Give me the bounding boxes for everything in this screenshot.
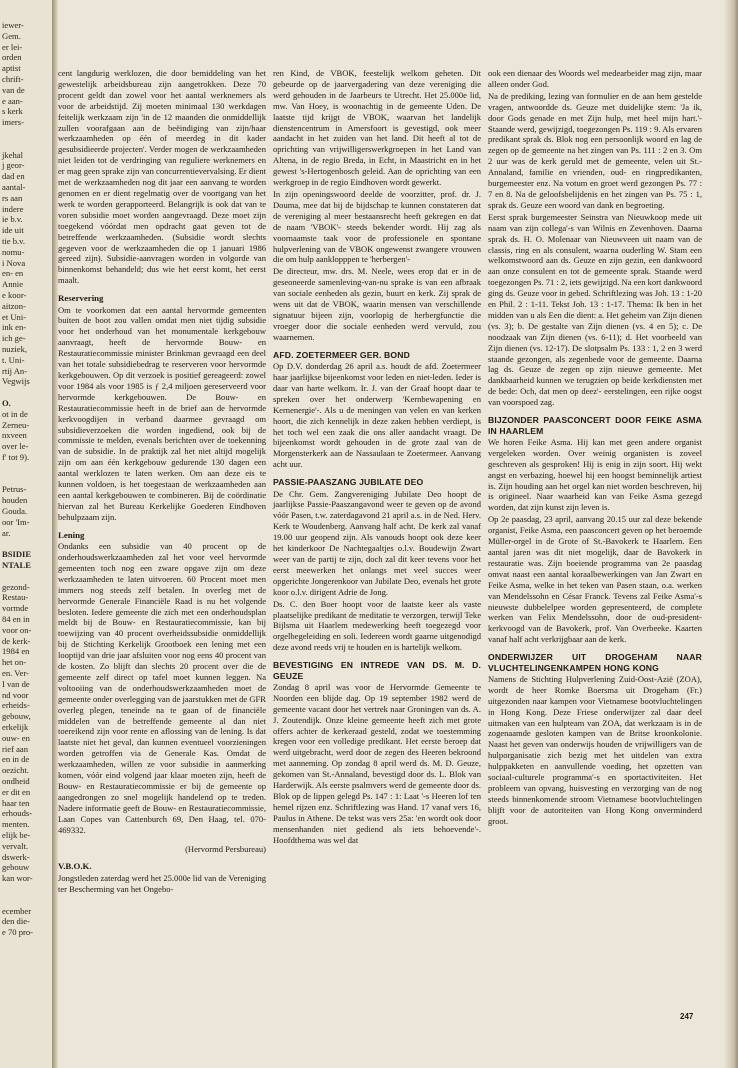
article-paragraph: ook een dienaar des Woords wel medearbeider mag zijn, maar alleen onder God.: [488, 68, 702, 89]
previous-page-fragment: orden: [2, 52, 22, 63]
previous-page-fragment: Gouda.: [2, 506, 28, 516]
article-paragraph: cent langdurig werklozen, die door bemiddeling van het gewestelijk arbeidsbureau zijn aangetrokken. Deze 70 procent geldt dan zowel voor het aantal werknemers als voor de arbeidstijd. Zij moeten minimaal 130 werkdagen feitelijk werkzaam zijn 'in de 12 maanden die onmiddellijk zullen voorafgaan aan de beëindiging van zijn/haar werkzaamheden op één of meerdeg in dit kader gesubsidieerde projecten'. Verder mogen de werkzaamheden niet leiden tot de verdringing van reguliere werknemers en er mag geen sprake zijn van concurrentievervalsing. Er dient met de werkzaamheden nog dit jaar een aanvang te worden genomen en er dient regelmatig over de voortgang van het werk te worden gerapporteerd. Belangrijk is ook dat van te voren subsidie moet worden aangevraagd. Deze moet zijn toegekend vóórdat men opdracht gaat geven tot de betreffende werkzaamheden. (Subsidie wordt slechts gegeven voor de werkzaamheden die op 1 januari 1986 gereed zijn). Subsidie-aanvragen worden in volgorde van binnenkomst behandeld; dus wie het eerst komt, het eerst maalt.: [58, 68, 266, 286]
previous-page-fragment: rtij An-: [2, 365, 28, 376]
previous-page-strip: [0, 0, 54, 1068]
previous-page-fragment: Annie: [2, 279, 24, 290]
previous-page-fragment: oezicht.: [2, 765, 29, 776]
article-heading: PASSIE-PAASZANG JUBILATE DEO: [273, 477, 424, 488]
previous-page-fragment: kan wor-: [2, 873, 33, 884]
previous-page-fragment: er dit en: [2, 786, 31, 797]
previous-page-fragment: chrift-: [2, 74, 24, 84]
previous-page-fragment: ie b.v.: [2, 214, 23, 225]
previous-page-fragment: en- en: [2, 268, 24, 279]
previous-page-fragment: over le-: [2, 441, 29, 452]
column-2: [273, 68, 481, 847]
article-heading: AFD. ZOETERMEER GER. BOND: [273, 349, 410, 360]
article-paragraph: De directeur, mw. drs. M. Neele, wees erop dat er in de geseoneerde samenleving-van-nu sprake is van een afbraak van sociale eenheden als gezin, buurt en kerk. Zij sprak de wens uit dat de VBOK, waarin mensen van verschillende signatuur bijeen zijn, voorlopig de herbergfunctie die vroeger door die sociale eenheden werd vervuld, zou waarnemen.: [273, 266, 481, 342]
previous-page-fragment: imers-: [2, 117, 24, 128]
previous-page-fragment: voor on-: [2, 624, 32, 635]
previous-page-fragment: houden: [2, 495, 28, 506]
previous-page-fragment: t. Uni-: [2, 354, 25, 365]
previous-page-fragment: nomu-: [2, 246, 25, 257]
previous-page-fragment: nuziek,: [2, 344, 28, 354]
previous-page-fragment: aitzon-: [2, 300, 26, 311]
previous-page-fragment: ar.: [2, 527, 11, 538]
previous-page-fragment: ondheid: [2, 776, 30, 786]
previous-page-fragment: 84 en in: [2, 614, 30, 624]
previous-page-fragment: de kerk-: [2, 635, 31, 646]
previous-page-fragment: et Uni-: [2, 311, 27, 322]
previous-page-fragment: NTALE: [2, 560, 31, 570]
article-paragraph: Jongstleden zaterdag werd het 25.000e lid van de Vereniging ter Bescherming van het Ongebo-: [58, 872, 266, 894]
previous-page-fragment: ide uit: [2, 225, 24, 236]
article-heading: BEVESTIGING EN INTREDE VAN DS. M. D. GEUZE: [273, 660, 481, 681]
previous-page-fragment: er lei-: [2, 41, 23, 52]
previous-page-fragment: Gem.: [2, 30, 21, 41]
previous-page-fragment: rief aan: [2, 743, 28, 754]
article-paragraph: Eerst sprak burgemeester Seinstra van Nieuwkoop mede uit naam van zijn collega'-s van Wilnis en Zevenhoven. Daarna sprak ds. H. O. Molenaar van Nieuwveen uit naam van de classis, ring en als consulent, waarna ouderling W. Stam een welkomstwoord aan ds. Geuze en zijn gezin, een dankwoord aan onze consulent en tot de gemeente sprak. Staande werd toegezongen Ps. 71 : 2, iets gewijzigd. Na een kort dankwoord ging ds. Geuze voor in gebed. Schriftlezing was Joh. 13 : 1-20 en Phil. 2 : 1-11. Tekst Joh. 13 : 1-17. Thema: Ik ben in het midden van u als Een die dient: a. Het geheim van Zijn dienen (vs. 3); b. De gestalte van Zijn dienen (vs. 4 en 5); c. De noodzaak van Zijn dienen (vs. 6-11); d. Het voorbeeld van Zijn dienen (vs. 12-17). De slotpsalm Ps. 133 : 1, 2 en 3 werd staande gezongen, als zegenbede voor de gemeente. Daarna lag ds. Geuze de zegen op zijn nieuwe gemeente. Met dankbaarheid kunnen we terugzien op beide kerkdiensten met de bede: Och, dat men op deez'- eerstelingen, een rijke oogst van voorspoed zag.: [488, 211, 702, 408]
previous-page-fragment: haar ten: [2, 797, 30, 808]
previous-page-fragment: ot in de: [2, 408, 28, 419]
previous-page-fragment: aantal-: [2, 182, 26, 192]
column-1: [58, 68, 266, 896]
article-heading: Reservering: [58, 293, 104, 304]
previous-page-fragment: ecember: [2, 905, 32, 916]
previous-page-fragment: menten.: [2, 819, 30, 830]
previous-page-fragment: erheids-: [2, 700, 30, 711]
previous-page-fragment: oor 'Im-: [2, 516, 30, 527]
article-heading: Lening: [58, 529, 85, 540]
article-source: (Hervormd Persbureau): [185, 843, 266, 854]
previous-page-fragment: ouw- en: [2, 732, 30, 743]
previous-page-fragment: indere: [2, 203, 24, 214]
previous-page-fragment: elijk be-: [2, 830, 31, 840]
article-paragraph: De Chr. Gem. Zangvereniging Jubilate Deo hoopt de jaarlijkse Passie-Paaszangavond weer te geven op de avond vóór Pasen, t.w. zaterdagavond 21 april a.s. in de Ned. Herv. Kerk te Woudenberg. Aanvang half acht. De kerk zal vanaf 19.00 uur geopend zijn. Als vanouds hoopt ook deze keer het kinderkoor De Nachtegaaltjes o.l.v. Boudewijn Zwart weer van de partij te zijn, doch zal dit keer tevens voor het eerst meewerken het onlangs met veel succes weer opgerichte Jongerenkoor van Jubilate Deo, evenals het grote koor o.l.v. dirigent Adrie de Jong.: [273, 488, 481, 597]
previous-page-fragment: Zerneu-: [2, 419, 30, 430]
previous-page-fragment: erkelijk: [2, 722, 29, 732]
previous-page-fragment: vervalt.: [2, 840, 29, 851]
previous-page-fragment: gebouw,: [2, 711, 31, 722]
article-paragraph: ren Kind, de VBOK, feestelijk welkom geheten. Dit gebeurde op de jaarvergadering van deze vereniging die werd gehouden in de Jaarbeurs te Utrecht. Het 25.000e lid, mw. Van Hoey, is woonachtig in de gemeente Uden. De laatste tijd krijgt de VBOK, waarvan het landelijk dienstencentrum in Amersfoort is gevestigd, ook meer aandacht in het zuiden van het land. Dit heeft al tot de oprichting van vrijwilligerswerkgroepen in het Land van Altena, in de regio Breda, in Echt, in Maastricht en in het gewest 's-Hertogenbosch geleid. Aan de oprichting van een werkgroep in de regio Eindhoven wordt gewerkt.: [273, 68, 481, 188]
article-paragraph: Ondanks een subsidie van 40 procent op de onderhoudswerkzaamheden zal het voor veel hervormde gemeenten toch nog een zware opgave zijn om deze werkzaamheden te laten uitvoeren. 60 Procent moet men immers nog steeds zelf betalen. In overleg met de hervormde Generale Financiële Raad is nu het volgende besloten. Iedere gemeente die zich met een onderhoudsplan meldt bij de Bouw- en Restauratiecommissie, kan bij toewijzing van 40 procent overheidssubsidie onmiddellijk bij de Stichting Kerkelijk Grootboek een lening met een looptijd van drie jaar afsluiten voor nog eens 40 procent van de kosten. Zo blijft dan slechts 20 procent over die de gemeente zelf direct op tafel moet kunnen leggen. Na voltooiing van de onderhoudswerkzaamheden moet de gemeente onder overlegging van de jaarstukken met de GFR overleg plegen, teneinde na te gaan of de financiële middelen van de betreffende gemeente al dan niet toereikend zijn voor rente en aflossing van de lening. Is dat laatste niet het geval, dan kunnen eventueel voorzieningen worden getroffen via de Generale Kas. Omdat de werkzaamheden, willen ze voor subsidie in aanmerking komen, vóór eind volgend jaar klaar moeten zijn, heeft de Bouw- en Restauratiecommissie er bij de gemeente op aangedrongen zo snel mogelijk handelend op te treden. Nadere informatie geeft de Bouw- en Restauratiecommissie, Laan Copes van Cattenburch 69, Den Haag, tel. 070-469332.: [58, 541, 266, 835]
previous-page-fragment: rs aan: [2, 192, 23, 203]
previous-page-fragment: e aan-: [2, 95, 23, 106]
page-right-edge: [724, 0, 738, 1068]
article-paragraph: Namens de Stichting Hulpverlening Zuid-Oost-Azië (ZOA), wordt de heer Romke Boersma uit Drogeham (Fr.) uitgezonden naar kampen voor Vietnamese bootvluchtelingen in Hong Kong. Deze Friese onderwijzer zal daar deel uitmaken van een hulpteam van ZOA, dat werkzaam is in de zogenaamde gesloten kampen van de Britse kroonkolonie. Naast het geven van onderwijs houden de vrijwilligers van de hulporganisatie zich bezig met het uitdelen van extra hulppakketen en aanvullende voeding, het opzetten van sociaal-culturele programma'-s en sportactiviteiten. Het probleem van opvang, huisvesting en verzorging van de nog steeds binnenkomende stroom Vietnamese bootvluchtelingen blijft voor de autoriteiten van Hong Kong onverminderd groot.: [488, 673, 702, 826]
previous-page-fragment: s kerk: [2, 106, 23, 117]
previous-page-fragment: e 70 pro-: [2, 927, 34, 938]
previous-page-fragment: gezond-: [2, 581, 30, 592]
previous-page-fragment: O.: [2, 398, 11, 408]
previous-page-fragment: 1984 en: [2, 646, 30, 657]
previous-page-fragment: jkehal: [2, 149, 23, 160]
previous-page-fragment: ich ge-: [2, 333, 26, 344]
article-paragraph: Om te voorkomen dat een aantal hervormde gemeenten buiten de boot zou vallen omdat men niet tijdig subsidie voor het onderhoud van het monumentale kerkgebouw aanvraagt, heeft de hervormde Bouw- en Restauratiecommissie minister Brinkman gevraagd een deel van het totale subsidiebedrag te reserveren voor hervormde kerkgebouwen. Op dit verzoek is positief gereageerd: zowel voor 1984 als voor 1985 is ƒ 2,4 miljoen gereserveerd voor hervormde kerkgebouwen. De Bouw- en Restauratiecommissie heeft in de brief aan de hervormde kerkvoogdijen in verband daarmee gevraagd om subsidieverzoeken die worden ingediend, ook bij de commissie te melden, evenals berichten over de toekenning van de subsidie. In de praktijk zal het niet altijd mogelijk zijn om aan één kerkgebouw gedurende 130 dagen een aantal werklozen te laten werken. Om aan deze eis te kunnen voldoen, is het toegestaan de werkzaamheden aan een aantal kerkgebouwen te combineren. Bij de coördinatie hiervan zal het Bureau Kerkelijke Goederen Eindhoven behulpzaam zijn.: [58, 304, 266, 522]
previous-page-fragment: het on-: [2, 657, 27, 668]
previous-page-fragment: I van de: [2, 678, 30, 689]
previous-page-fragment: e koor-: [2, 290, 27, 300]
previous-page-fragment: BSIDIE: [2, 549, 32, 560]
previous-page-fragment: nd voor: [2, 689, 29, 700]
previous-page-fragment: j geor-: [2, 160, 25, 171]
previous-page-fragment: den die-: [2, 916, 30, 927]
previous-page-fragment: i Nova: [2, 257, 26, 268]
article-heading: ONDERWIJZER UIT DROGEHAM NAAR VLUCHTELINGENKAMPEN HONG KONG: [488, 652, 702, 673]
previous-page-fragment: Vegwijs: [2, 376, 30, 387]
previous-page-fragment: iewer-: [2, 20, 24, 30]
previous-page-fragment: nxveen: [2, 430, 27, 441]
page-number: 247: [680, 1012, 694, 1021]
article-paragraph: Ds. C. den Boer hoopt voor de laatste keer als vaste plaatselijke predikant de meditatie te verzorgen, terwijl Teke Bijlsma uit Haarlem medewerking heeft toegezegd voor orgelbegeleiding en soli. Iedereen wordt gaarne uitgenodigd deze avond reeds vrij te houden en is hartelijk welkom.: [273, 598, 481, 653]
article-heading: V.B.O.K.: [58, 861, 92, 872]
article-paragraph: Na de prediking, lezing van formulier en de aan hem gestelde vragen, antwoordde ds. Geuze met duidelijke stem: 'Ja ik, door Gods genade en met Zijn hulp, met heel mijn hart.'- Staande werd, gewijzigd, toegezongen Ps. 119 : 9. Als ervaren predikant sprak ds. Blok nog een persoonlijk woord en lag de zegen op de gemeente na het zingen van Ps. 111 : 2 en 3. Om 2 uur was de kerk geruld met de gemeente, velen uit St.-Annaland, familie en vrienden, oud- en ringpredikanten, burgemeester enz. Na votum en groet werd gezongen Ps. 77 : 7 en 8. Na de geloofsbelijdenis en het zingen van Ps. 75 : 1, sprak ds. Geuze een woord van dank en begroeting.: [488, 90, 702, 210]
previous-page-fragment: ink en-: [2, 322, 27, 333]
previous-page-fragment: Petrus-: [2, 484, 27, 495]
previous-page-fragment: gebouw: [2, 862, 30, 873]
previous-page-fragment: dswerk-: [2, 851, 30, 862]
article-paragraph: Op 2e paasdag, 23 april, aanvang 20.15 uur zal deze bekende organist, Feike Asma, een paasconcert geven op het beroemde Müller-orgel in de Grote of St.-Bavokerk te Haarlem. Een aantal jaren was dit niet mogelijk, daar de Bavokerk in restauratie was. Zijn boeiende programma van 2e paasdag omvat naast een aantal koraalbewerkingen van Jan Zwart en Feike Asma, welke in het teken van Pasen staan, o.a. werken van Mendelssohn en César Franck. Tevens zal Feike Asma'-s nieuwste dubbelelpee worden gepresenteerd, de complete werken van Felix Mendelssohn, door de oud-president-kerkvoogd van de Bavokerk, prof. Van Overbeeke. Kaarten vanaf half acht verkrijgbaar aan de kerk.: [488, 514, 702, 645]
article-paragraph: In zijn openingswoord deelde de voorzitter, prof. dr. J. Douma, mee dat bij de bijdschap te kunnen constateren dat de vereniging al meer bestaansrecht heeft gekregen en dat de naam 'VBOK'- steeds bekender wordt. Hij zag als voornaamste taak voor de professionele en spontane hulpverlening van de VBOK ongewenst zwangere vrouwen die om hulp aanklopppen te 'herbergen'-: [273, 188, 481, 265]
previous-page-fragment: van de: [2, 84, 25, 95]
previous-page-fragment: Restau-: [2, 592, 29, 603]
article-paragraph: Zondag 8 april was voor de Hervormde Gemeente te Noorden een blijde dag. Op 19 september 1982 werd de gemeente vacant door het vertrek naar Groningen van ds. A. J. Zoutendijk. Onze kleine gemeente heeft zich met grote offers achter de kerkeraad gesteld, zodat we toestemming kregen voor een volledige predikant. Het eerste beroep dat werd uitgebracht, werd door de zegen des Heeren bekroond met aanneming. Op zondag 8 april werd ds. M. D. Geuze, gekomen van St.-Annaland, bevestigd door ds. L. Blok van Harderwijk. Als eerste psalmvers werd de gemeente door ds. Blok op de lippen gelegd Ps. 147 : 1: Laat '-s Heeren lof ten hemel rijzen enz. Schriftlezing was Hand. 17 vanaf vers 16, Paulus in Athene. De tekst was vers 25a: 'en wordt ook door mensenhanden niet gediend als iets behoevende'-. Hoofdthema was wel dat: [273, 681, 481, 845]
previous-page-fragment: dad en: [2, 171, 25, 182]
previous-page-fragment: vormde: [2, 603, 29, 614]
previous-page-fragment: tie b.v.: [2, 236, 26, 246]
previous-page-fragment: en in de: [2, 754, 30, 765]
article-heading: BIJZONDER PAASCONCERT DOOR FEIKE ASMA IN HAARLEM: [488, 415, 702, 436]
previous-page-fragment: f' tot 9).: [2, 452, 30, 462]
previous-page-fragment: erhouds-: [2, 808, 33, 819]
article-paragraph: Op D.V. donderdag 26 april a.s. houdt de afd. Zoetermeer haar jaarlijkse bijeenkomst voor leden en niet-leden. Ieder is daar van harte welkom. Ir. J. van der Graaf hoopt daar te spreken over het onderwerp 'Kernbewapening en Kernenergie'-. Als u de meningen van velen en van kerken hoort, die zich kennelijk in deze zaken hebben verdiept, is het toch wel een zaak die ons aller aandacht vraagt. De bijeenkomst wordt gehouden in de grote zaal van de Morgensterkerk aan de Nassaulaan te Zoetermeer. Aanvang acht uur.: [273, 361, 481, 470]
column-3: [488, 68, 702, 828]
previous-page-fragment: aptist: [2, 63, 21, 74]
previous-page-fragment: en. Ver-: [2, 668, 29, 678]
article-paragraph: We horen Feike Asma. Hij kan met geen andere organist vergeleken worden. Over weinig organisten is zoveel geschreven als gesproken! Hij is enig in zijn soort. Hij wekt angst en verbazing, hoewel hij een hoogst beminnelijk artiest is. Zijn houding aan het orgel kan niet worden beschreven, hij is origineel. Naar waarheid kan van Feike Asma gezegd worden, dat zijn kunst zijn leven is.: [488, 436, 702, 513]
